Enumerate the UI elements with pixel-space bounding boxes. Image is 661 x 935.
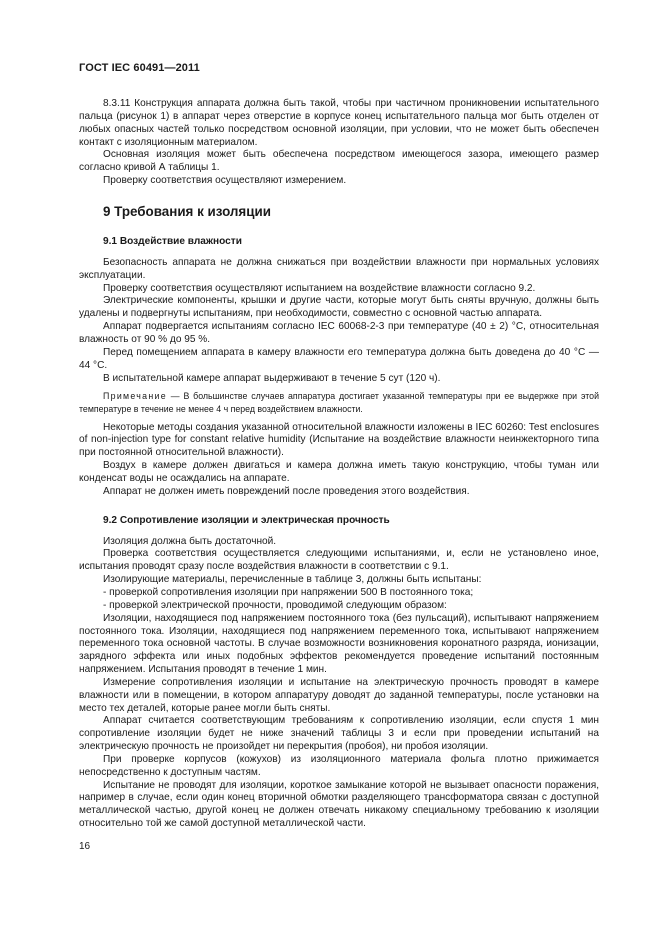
list-item: - проверкой сопротивления изоляции при напряжении 500 В постоянного тока; — [103, 586, 474, 598]
note-text: — В большинстве случаев аппаратура достигает указанной температуры при ее выдержке при этой температуре в течение не менее 4 ч перед воздействием влажности. — [79, 391, 599, 414]
paragraph: Основная изоляция может быть обеспечена посредством имеющегося зазора, имеющего размер согласно кривой А таблицы 1. — [79, 149, 599, 174]
note-label: Примечание — [103, 391, 167, 402]
paragraph: Воздух в камере должен двигаться и камера должна иметь такую конструкцию, чтобы туман или конденсат воды не осаждались на аппарате. — [79, 460, 599, 484]
paragraph: Аппарат считается соответствующим требованиям к сопротивлению изоляции, если спустя 1 мин сопротивление изоляции будет не ниже значений таблицы 3 и если при проведении испытаний на электрическую прочность не произойдет ни перекрытия (пробоя), ни пробоя изоляции. — [79, 715, 599, 753]
paragraph: Проверку соответствия осуществляют измерением. — [103, 175, 347, 187]
document-header: ГОСТ IEC 60491—2011 — [79, 62, 200, 74]
paragraph: В испытательной камере аппарат выдерживают в течение 5 сут (120 ч). — [103, 372, 441, 384]
paragraph: Испытание не проводят для изоляции, короткое замыкание которой не вызывает опасности поражения, например в случае, если один конец вторичной обмотки разделяющего трансформатора связан с доступной металлической частью, другой конец не должен отвечать никакому специальному требованию к изоляции относительно той же самой доступной металлической части. — [79, 779, 599, 830]
paragraph: Проверка соответствия осуществляется следующими испытаниями, и, если не установлено иное, испытания проводят сразу после воздействия влажности в соответствии с 9.1. — [79, 548, 599, 573]
paragraph: Проверку соответствия осуществляют испытанием на воздействие влажности согласно 9.2. — [103, 282, 536, 294]
paragraph: При проверке корпусов (кожухов) из изоляционного материала фольга плотно прижимается непосредственно к доступным частям. — [79, 753, 599, 778]
paragraph: Изоляции, находящиеся под напряжением постоянного тока (без пульсаций), испытывают напряжением постоянного тока. Изоляции, находящиеся под напряжением переменного тока, испытывают напряжением переменного тока основной частоты. В случае возможности возникновения коронатного разряда, ионизации, зарядного эффекта или иных подобных эффектов рекомендуется проведение испытаний постоянным напряжением. Испытания проводят в течение 1 мин. — [79, 612, 599, 676]
paragraph: Электрические компоненты, крышки и другие части, которые могут быть сняты вручную, должны быть удалены и подвергнуты испытаниям, при необходимости, совместно с основной частью аппарата. — [79, 295, 599, 320]
paragraph: Измерение сопротивления изоляции и испытание на электрическую прочность проводят в камере влажности или в помещении, в котором аппаратуру доводят до заданной температуры, после установки на место тех деталей, которые ранее могли быть сняты. — [79, 676, 599, 714]
section-heading-9: 9 Требования к изоляции — [103, 203, 271, 219]
subsection-heading-9-2: 9.2 Сопротивление изоляции и электрическая прочность — [103, 514, 390, 526]
note — [79, 390, 599, 415]
list-item: - проверкой электрической прочности, проводимой следующим образом: — [103, 599, 447, 611]
paragraph: 8.3.11 Конструкция аппарата должна быть такой, чтобы при частичном проникновении испытательного пальца (рисунок 1) в аппарат через отверстие в корпусе конец испытательного пальца мог быть отделен от любых опасных частей только посредством основной изоляции, при условии, что не может быть обеспечен контакт с изоляционным материалом. — [79, 98, 599, 148]
paragraph: Аппарат подвергается испытаниям согласно IEC 60068-2-3 при температуре (40 ± 2) °С, относительная влажность от 90 % до 95 %. — [79, 321, 599, 345]
page-number: 16 — [79, 841, 91, 852]
paragraph: Изоляция должна быть достаточной. — [103, 535, 277, 547]
paragraph: Изолирующие материалы, перечисленные в таблице 3, должны быть испытаны: — [103, 574, 482, 586]
paragraph: Перед помещением аппарата в камеру влажности его температура должна быть доведена до 40 °С — 44 °С. — [79, 346, 599, 371]
subsection-heading-9-1: 9.1 Воздействие влажности — [103, 235, 242, 247]
paragraph: Аппарат не должен иметь повреждений после проведения этого воздействия. — [103, 485, 470, 497]
paragraph: Безопасность аппарата не должна снижаться при воздействии влажности при нормальных условиях эксплуатации. — [79, 256, 599, 281]
paragraph: Некоторые методы создания указанной относительной влажности изложены в IEC 60260: Test enclosures of non-injection type for constant relative humidity (Испытание на воздействие влажности неинжекторного типа при постоянной относительной влажности). — [79, 421, 599, 459]
document-body — [79, 98, 599, 831]
